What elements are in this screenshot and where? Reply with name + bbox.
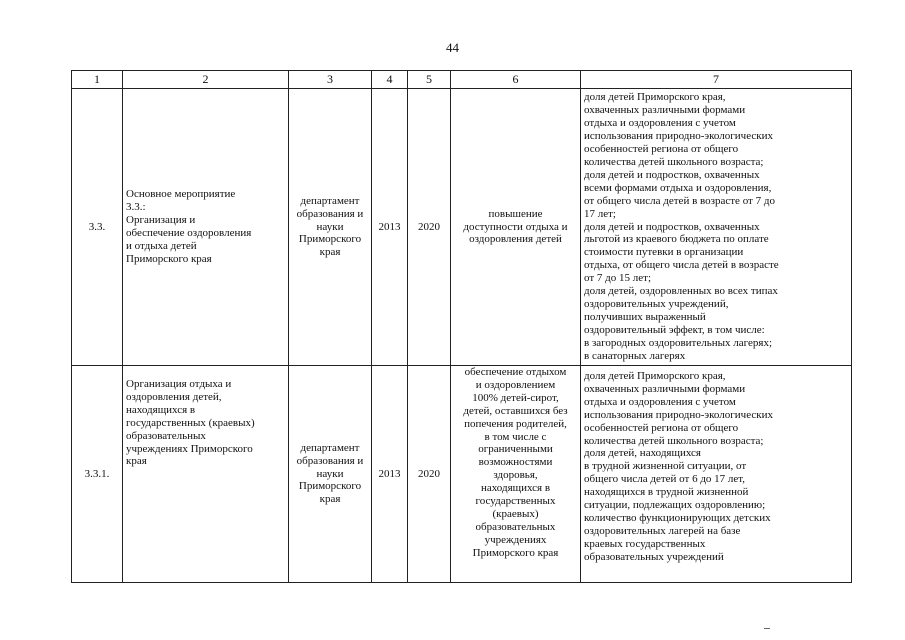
expected-result: обеспечение отдыхом и оздоровлением 100% детей-сирот, детей, оставшихся без попечения родителей, в том числе с ограниченными возможностями здоровья, находящихся в государственных (краевых) образовательных учреждениях Приморского края — [451, 366, 581, 583]
indicators: доля детей Приморского края, охваченных различными формами отдыха и оздоровления с учетом использования природно-экологических особенностей региона от общего количества детей школьного возраста; доля детей и подростков, охваченных всеми формами отдыха и оздоровления, от общего числа детей в возрасте от 7 до 17 лет; доля детей и подростков, охваченных льготой из краевого бюджета по оплате стоимости путевки в организации отдыха, от общего числа детей в возрасте от 7 до 15 лет; доля детей, оздоровленных во всех типах оздоровительных учреждений, получивших выраженный оздоровительный эффект, в том числе: в загородных оздоровительных лагерях; в санаторных лагерях — [581, 89, 852, 366]
table-row — [72, 366, 852, 583]
table-row — [72, 89, 852, 366]
column-header: 1 — [72, 71, 123, 89]
column-header: 2 — [123, 71, 289, 89]
page-number: 44 — [446, 40, 459, 55]
executor: департамент образования и науки Приморского края — [289, 89, 372, 366]
column-header: 5 — [408, 71, 451, 89]
program-activities-table — [71, 70, 852, 583]
column-header: 4 — [372, 71, 408, 89]
row-number: 3.3.1. — [72, 366, 123, 583]
end-year: 2020 — [408, 89, 451, 366]
header-row — [72, 71, 852, 89]
column-header: 3 — [289, 71, 372, 89]
indicators: доля детей Приморского края, охваченных различными формами отдыха и оздоровления с учетом использования природно-экологических особенностей региона от общего количества детей школьного возраста; доля детей, находящихся в трудной жизненной ситуации, от общего числа детей от 6 до 17 лет, находящихся в трудной жизненной ситуации, подлежащих оздоровлению; количество функционирующих детских оздоровительных лагерей на базе краевых государственных образовательных учреждений — [581, 366, 852, 583]
activity-name: Основное мероприятие 3.3.: Организация и обеспечение оздоровления и отдыха детей Приморского края — [123, 89, 289, 366]
start-year: 2013 — [372, 89, 408, 366]
executor: департамент образования и науки Приморского края — [289, 366, 372, 583]
row-number: 3.3. — [72, 89, 123, 366]
start-year: 2013 — [372, 366, 408, 583]
activity-name: Организация отдыха и оздоровления детей, находящихся в государственных (краевых) образовательных учреждениях Приморского края — [123, 366, 289, 583]
expected-result: повышение доступности отдыха и оздоровления детей — [451, 89, 581, 366]
end-year: 2020 — [408, 366, 451, 583]
column-header: 7 — [581, 71, 852, 89]
column-header: 6 — [451, 71, 581, 89]
scan-speck — [764, 628, 770, 629]
